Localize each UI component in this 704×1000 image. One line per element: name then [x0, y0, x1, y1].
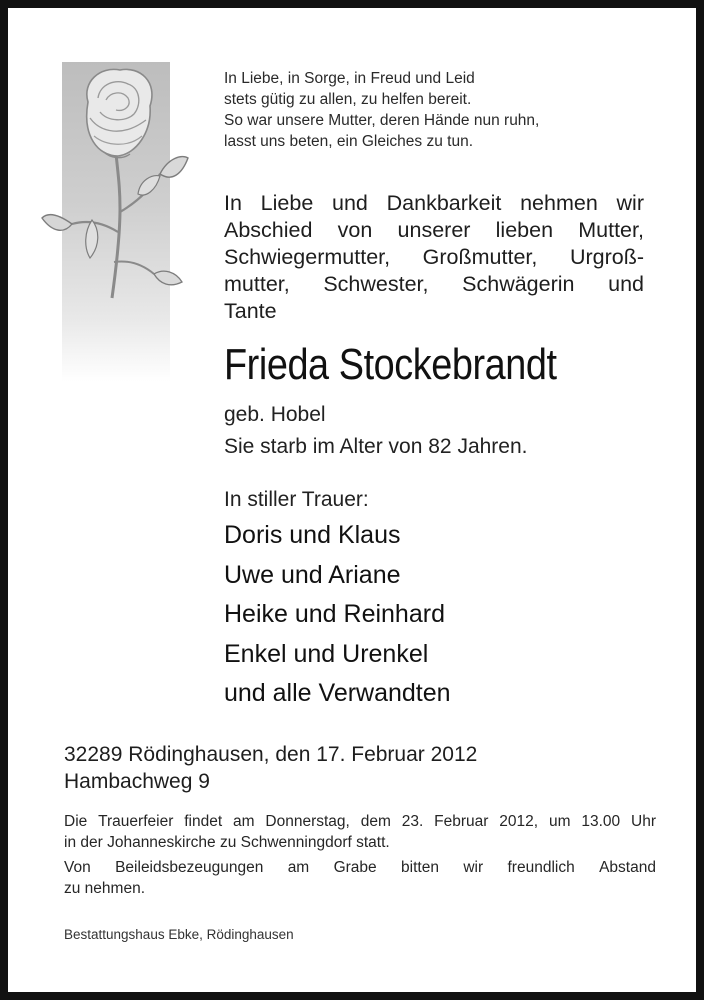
- funeral-word: findet: [184, 813, 223, 830]
- intro-word: nehmen: [520, 191, 598, 215]
- condolence-word: wir: [463, 859, 484, 876]
- funeral-word: Trauerfeier: [98, 813, 174, 830]
- mourner-entry: und alle Verwandten: [224, 679, 451, 707]
- mourner-entry: Uwe und Ariane: [224, 560, 401, 589]
- funeral-word: Donnerstag,: [265, 813, 350, 830]
- condolence-line: [64, 878, 656, 899]
- intro-word: mutter,: [224, 272, 290, 296]
- funeral-word: dem: [360, 813, 391, 830]
- intro-word: von: [337, 218, 373, 242]
- intro-line: [224, 217, 644, 244]
- funeral-word: 23.: [401, 813, 424, 830]
- intro-line: [224, 190, 644, 217]
- poem: [224, 68, 539, 152]
- age-statement: Sie starb im Alter von 82 Jahren.: [224, 435, 528, 458]
- funeral-line: [64, 832, 656, 853]
- street-address: Hambachweg 9: [64, 770, 210, 793]
- undertaker-credit: Bestattungshaus Ebke, Rödinghausen: [64, 927, 294, 942]
- birth-name: geb. Hobel: [224, 403, 326, 426]
- condolence-word: am: [287, 859, 310, 876]
- intro-word: Mutter,: [578, 218, 644, 242]
- funeral-notice: [64, 811, 656, 853]
- funeral-word: um: [548, 813, 571, 830]
- condolence-word: bitten: [401, 859, 439, 876]
- funeral-word: Die: [64, 813, 88, 830]
- condolence-word: zu nehmen.: [64, 880, 145, 897]
- intro-text: [224, 190, 644, 325]
- funeral-word: Uhr: [631, 813, 656, 830]
- mourner-entry: Doris und Klaus: [224, 521, 401, 549]
- intro-word: und: [332, 191, 368, 215]
- intro-word: Schwägerin: [462, 272, 575, 296]
- intro-word: unserer: [397, 218, 471, 242]
- intro-line: [224, 271, 644, 298]
- intro-word: Urgroß-: [569, 245, 644, 269]
- intro-line: [224, 298, 644, 325]
- condolence-word: freundlich: [507, 859, 575, 876]
- place-and-date: 32289 Rödinghausen, den 17. Februar 2012: [64, 743, 478, 766]
- mourner-entry: Heike und Reinhard: [224, 600, 445, 628]
- intro-word: Großmutter,: [422, 245, 538, 269]
- intro-word: lieben: [495, 218, 554, 242]
- poem-line: stets gütig zu allen, zu helfen bereit.: [224, 91, 472, 108]
- intro-word: wir: [616, 191, 644, 215]
- funeral-word: 13.00: [581, 813, 621, 830]
- intro-word: Tante: [224, 299, 277, 323]
- poem-line: So war unsere Mutter, deren Hände nun ruhn,: [224, 112, 540, 129]
- mourning-label: In stiller Trauer:: [224, 488, 369, 511]
- deceased-name: Frieda Stockebrandt: [224, 340, 557, 389]
- condolence-word: Beileidsbezeugungen: [115, 859, 264, 876]
- intro-word: und: [608, 272, 644, 296]
- funeral-word: Februar: [434, 813, 489, 830]
- intro-line: [224, 244, 644, 271]
- condolence-word: Abstand: [599, 859, 656, 876]
- funeral-word: 2012,: [499, 813, 539, 830]
- intro-word: In: [224, 191, 242, 215]
- condolence-word: Von: [64, 859, 91, 876]
- condolence-word: Grabe: [333, 859, 377, 876]
- funeral-line: [64, 811, 656, 832]
- intro-word: Abschied: [224, 218, 313, 242]
- intro-word: Schwiegermutter,: [224, 245, 391, 269]
- poem-line: In Liebe, in Sorge, in Freud und Leid: [224, 70, 475, 87]
- mourners-list: [224, 516, 451, 714]
- rose-icon: [42, 62, 192, 302]
- poem-line: lasst uns beten, ein Gleiches zu tun.: [224, 133, 474, 150]
- condolence-line: [64, 857, 656, 878]
- funeral-word: am: [233, 813, 255, 830]
- mourner-entry: Enkel und Urenkel: [224, 639, 429, 668]
- condolence-notice: [64, 857, 656, 899]
- intro-word: Liebe: [260, 191, 314, 215]
- intro-word: Schwester,: [323, 272, 429, 296]
- intro-word: Dankbarkeit: [386, 191, 502, 215]
- funeral-word: in der Johanneskirche zu Schwenningdorf statt.: [64, 834, 390, 851]
